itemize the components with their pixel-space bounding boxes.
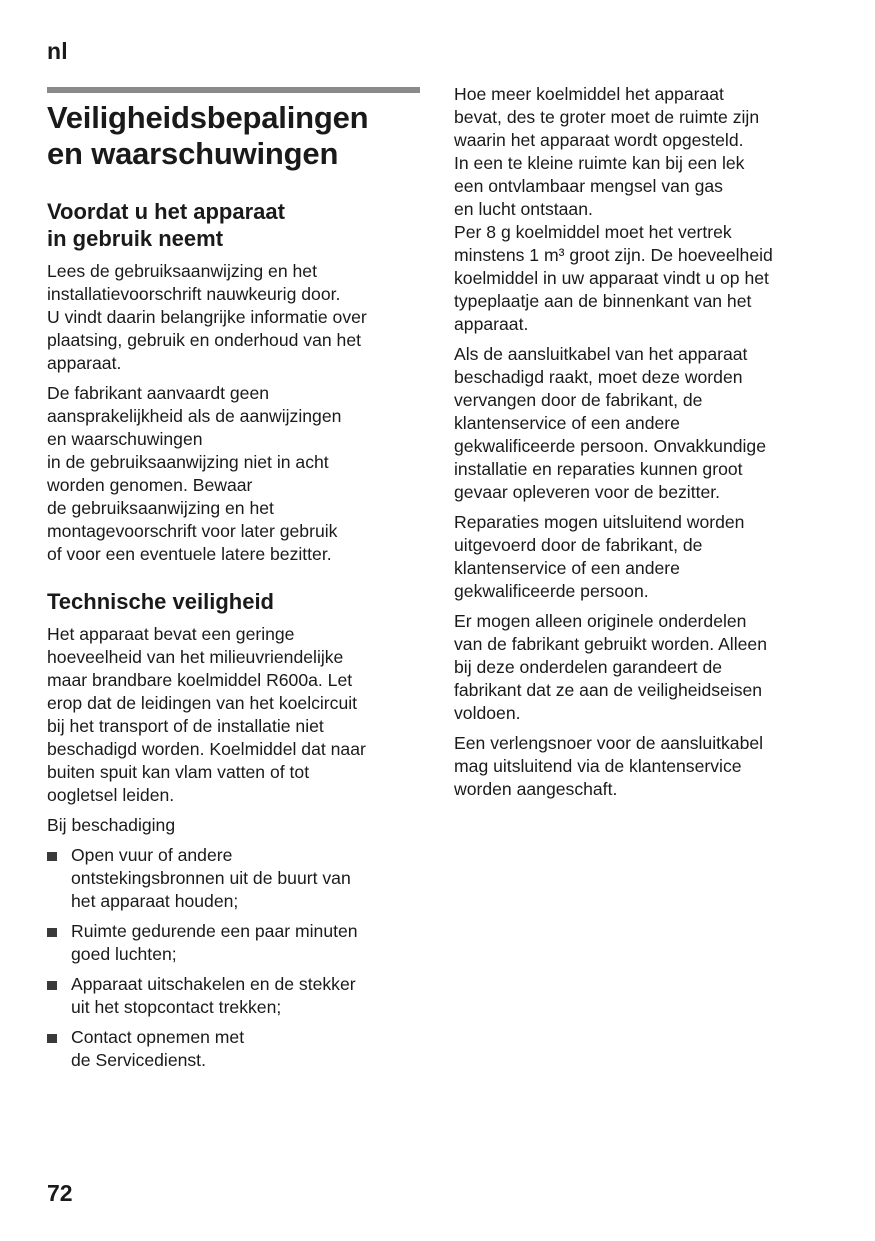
text-line: in de gebruiksaanwijzing niet in acht xyxy=(47,452,329,472)
text-line: plaatsing, gebruik en onderhoud van het xyxy=(47,330,361,350)
text-line: apparaat. xyxy=(454,314,529,334)
text-line: de Servicedienst. xyxy=(71,1050,206,1070)
text-line: voldoen. xyxy=(454,703,521,723)
text-line: worden aangeschaft. xyxy=(454,779,618,799)
text-line: hoeveelheid van het milieuvriendelijke xyxy=(47,647,344,667)
text-line: buiten spuit kan vlam vatten of tot xyxy=(47,762,310,782)
text-line: De fabrikant aanvaardt geen xyxy=(47,383,270,403)
text-line: erop dat de leidingen van het koelcircuit xyxy=(47,693,358,713)
square-bullet-icon xyxy=(47,981,57,990)
text-line: vervangen door de fabrikant, de xyxy=(454,390,703,410)
text-line: installatievoorschrift nauwkeurig door. xyxy=(47,284,341,304)
paragraph-in-case-of-damage xyxy=(47,814,422,837)
language-label: nl xyxy=(47,38,68,64)
list-item xyxy=(47,1026,422,1072)
text-line: Een verlengsnoer voor de aansluitkabel xyxy=(454,733,764,753)
text-line: mag uitsluitend via de klantenservice xyxy=(454,756,742,776)
text-line: klantenservice of een andere xyxy=(454,558,680,578)
text-line: Per 8 g koelmiddel moet het vertrek xyxy=(454,222,732,242)
text-line: bij het transport of de installatie niet xyxy=(47,716,324,736)
heading-line: Voordat u het apparaat xyxy=(47,199,285,224)
text-line: uitgevoerd door de fabrikant, de xyxy=(454,535,703,555)
text-line: U vindt daarin belangrijke informatie over xyxy=(47,307,367,327)
text-line: Lees de gebruiksaanwijzing en het xyxy=(47,261,317,281)
page-title xyxy=(47,100,422,172)
text-line: minstens 1 m³ groot zijn. De hoeveelheid xyxy=(454,245,773,265)
text-line: waarin het apparaat wordt opgesteld. xyxy=(454,130,744,150)
text-line: beschadigd worden. Koelmiddel dat naar xyxy=(47,739,366,759)
text-line: van de fabrikant gebruikt worden. Alleen xyxy=(454,634,767,654)
text-line: Er mogen alleen originele onderdelen xyxy=(454,611,747,631)
text-line: een ontvlambaar mengsel van gas xyxy=(454,176,723,196)
text-line: Bij beschadiging xyxy=(47,815,176,835)
text-line: klantenservice of een andere xyxy=(454,413,680,433)
text-line: gekwalificeerde persoon. Onvakkundige xyxy=(454,436,766,456)
text-line: bevat, des te groter moet de ruimte zijn xyxy=(454,107,760,127)
text-line: de gebruiksaanwijzing en het xyxy=(47,498,274,518)
text-line: Hoe meer koelmiddel het apparaat xyxy=(454,84,724,104)
paragraph-refrigerant xyxy=(47,623,422,807)
list-item xyxy=(47,973,422,1019)
paragraph-repairs xyxy=(454,511,834,603)
text-line: apparaat. xyxy=(47,353,122,373)
text-line: Het apparaat bevat een geringe xyxy=(47,624,295,644)
right-column xyxy=(454,83,834,808)
text-line: In een te kleine ruimte kan bij een lek xyxy=(454,153,745,173)
text-line: goed luchten; xyxy=(71,944,177,964)
paragraph-room-size xyxy=(454,83,834,336)
page-number: 72 xyxy=(47,1180,73,1206)
section-heading-before-use xyxy=(47,198,422,252)
heading-line: in gebruik neemt xyxy=(47,226,224,251)
title-line: Veiligheidsbepalingen xyxy=(47,100,369,135)
text-line: Open vuur of andere xyxy=(71,845,233,865)
text-line: het apparaat houden; xyxy=(71,891,239,911)
text-line: gevaar opleveren voor de bezitter. xyxy=(454,482,721,502)
text-line: gekwalificeerde persoon. xyxy=(454,581,649,601)
text-line: beschadigd raakt, moet deze worden xyxy=(454,367,743,387)
text-line: Contact opnemen met xyxy=(71,1027,245,1047)
paragraph-extension-cord xyxy=(454,732,834,801)
text-line: of voor een eventuele latere bezitter. xyxy=(47,544,332,564)
text-line: montagevoorschrift voor later gebruik xyxy=(47,521,338,541)
heading-rule xyxy=(47,87,420,93)
text-line: Als de aansluitkabel van het apparaat xyxy=(454,344,748,364)
square-bullet-icon xyxy=(47,1034,57,1043)
text-line: fabrikant dat ze aan de veiligheidseisen xyxy=(454,680,763,700)
text-line: aansprakelijkheid als de aanwijzingen xyxy=(47,406,342,426)
paragraph-power-cable xyxy=(454,343,834,504)
text-line: en waarschuwingen xyxy=(47,429,203,449)
text-line: maar brandbare koelmiddel R600a. Let xyxy=(47,670,353,690)
text-line: installatie en reparaties kunnen groot xyxy=(454,459,743,479)
text-line: Apparaat uitschakelen en de stekker xyxy=(71,974,356,994)
square-bullet-icon xyxy=(47,928,57,937)
paragraph-original-parts xyxy=(454,610,834,725)
text-line: uit het stopcontact trekken; xyxy=(71,997,282,1017)
damage-steps-list xyxy=(47,844,422,1072)
text-line: koelmiddel in uw apparaat vindt u op het xyxy=(454,268,769,288)
paragraph-read-instructions xyxy=(47,260,422,375)
square-bullet-icon xyxy=(47,852,57,861)
text-line: worden genomen. Bewaar xyxy=(47,475,253,495)
text-line: bij deze onderdelen garandeert de xyxy=(454,657,723,677)
section-heading-technical-safety: Technische veiligheid xyxy=(47,589,274,614)
text-line: typeplaatje aan de binnenkant van het xyxy=(454,291,752,311)
title-line: en waarschuwingen xyxy=(47,136,339,171)
left-column xyxy=(47,100,422,1079)
text-line: oogletsel leiden. xyxy=(47,785,175,805)
text-line: Ruimte gedurende een paar minuten xyxy=(71,921,358,941)
text-line: en lucht ontstaan. xyxy=(454,199,593,219)
list-item xyxy=(47,920,422,966)
text-line: Reparaties mogen uitsluitend worden xyxy=(454,512,745,532)
list-item xyxy=(47,844,422,913)
paragraph-liability xyxy=(47,382,422,566)
text-line: ontstekingsbronnen uit de buurt van xyxy=(71,868,351,888)
